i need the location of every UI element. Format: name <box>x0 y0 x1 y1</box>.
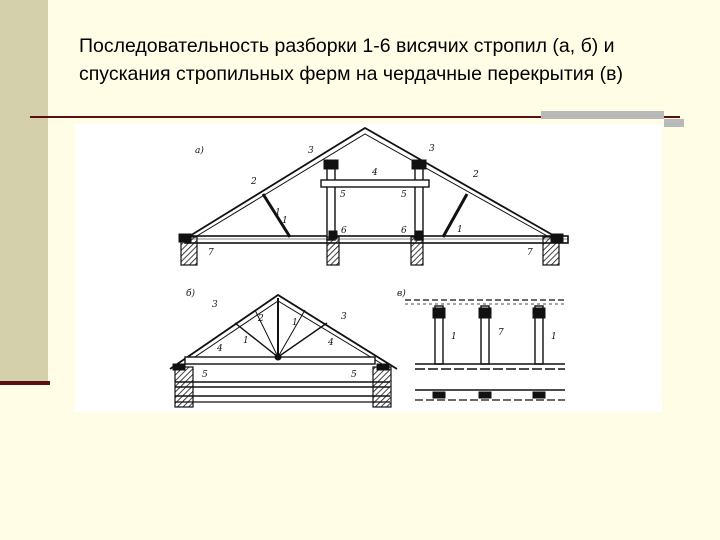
rafter-dismantling-drawing <box>75 124 662 412</box>
panel-b-num: 5 <box>202 370 208 380</box>
left-accent-bar-edge <box>0 381 50 385</box>
panel-b-num: 5 <box>351 370 357 380</box>
panel-a-num: 1 <box>275 208 281 218</box>
panel-a-num: 7 <box>208 248 214 258</box>
left-accent-bar <box>0 0 48 384</box>
panel-a-truss <box>179 128 568 265</box>
panel-a-num: 5 <box>401 190 407 200</box>
panel-b-num: 4 <box>328 338 334 348</box>
panel-a-num: 4 <box>372 168 378 178</box>
panel-b-numbers <box>202 300 357 380</box>
panel-a-label: а) <box>195 146 204 156</box>
panel-b-num: 4 <box>217 344 223 354</box>
panel-b-num: 1 <box>292 318 298 328</box>
panel-a-num: 1 <box>282 216 288 226</box>
panel-b-num: 1 <box>243 336 249 346</box>
panel-b-label: б) <box>186 289 196 299</box>
panel-a-num: 2 <box>251 177 257 187</box>
panel-a-num: 3 <box>308 146 314 156</box>
panel-b-truss <box>170 295 397 407</box>
panel-a-num: 6 <box>401 226 407 236</box>
panel-a-num: 2 <box>473 170 479 180</box>
panel-a-num: 6 <box>341 226 347 236</box>
panel-c-num: 1 <box>551 332 557 342</box>
panel-b-num: 2 <box>258 314 264 324</box>
panel-c-num: 1 <box>451 332 457 342</box>
panel-b-num: 3 <box>341 312 347 322</box>
panel-a-num: 5 <box>340 190 346 200</box>
panel-a-num: 1 <box>457 225 463 235</box>
panel-c-section <box>405 300 565 400</box>
panel-a-num: 7 <box>527 248 533 258</box>
panel-a-num: 3 <box>429 144 435 154</box>
title-decor-block-shadow <box>664 119 684 127</box>
slide-title: Последовательность разборки 1-6 висячих стропил (а, б) и спускания стропильных ферм на чердачные перекрытия (в) <box>79 35 623 85</box>
panel-c-num: 7 <box>498 328 504 338</box>
panel-c-label: в) <box>397 289 406 299</box>
title-decor-block <box>541 111 664 119</box>
panel-b-num: 3 <box>212 300 218 310</box>
